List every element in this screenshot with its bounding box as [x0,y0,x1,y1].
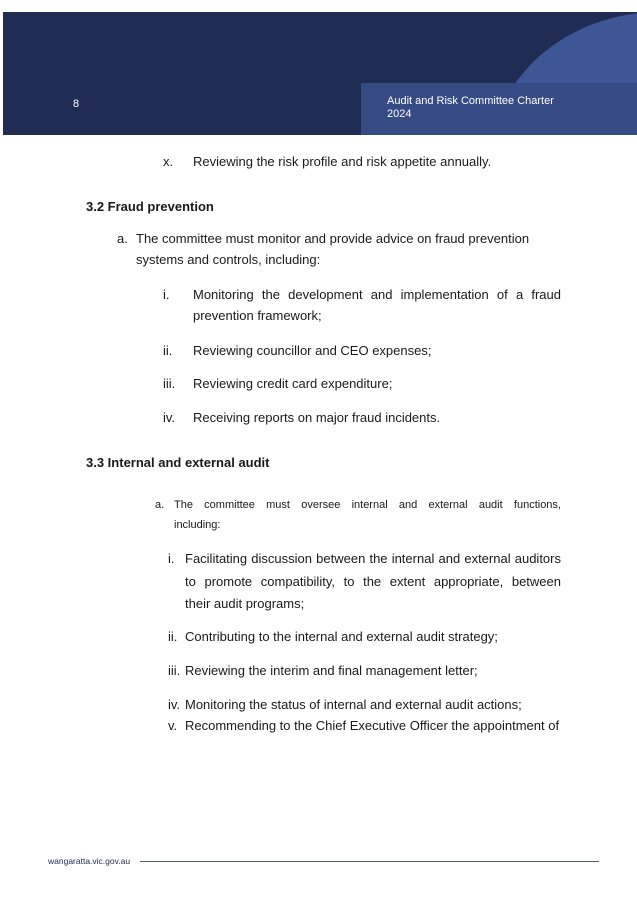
section-heading-3-2: 3.2 Fraud prevention [86,199,214,214]
list-marker-ii: ii. [163,343,173,358]
list-item-text: Monitoring the status of internal and external audit actions; [185,697,522,712]
footer-website-url: wangaratta.vic.gov.au [48,856,131,866]
list-marker-i: i. [168,551,175,566]
list-item-text: Reviewing credit card expenditure; [193,376,393,391]
list-item-text: Reviewing the interim and final management letter; [185,663,478,678]
list-marker-v: v. [168,718,178,733]
list-item-text: Reviewing the risk profile and risk appetite annually. [193,154,492,169]
list-item-text: their audit programs; [185,596,305,611]
list-marker-iii: iii. [168,663,181,678]
list-marker-ii: ii. [168,629,178,644]
section-heading-3-3: 3.3 Internal and external audit [86,455,270,470]
list-marker-x: x. [163,154,174,169]
list-item-text: systems and controls, including: [136,252,321,267]
document-title-line2: 2024 [387,108,412,120]
document-title-line1: Audit and Risk Committee Charter [387,95,554,107]
list-item-text: The committee must oversee internal and external audit functions, [174,499,561,511]
list-marker-iv: iv. [163,410,176,425]
list-item-text: Contributing to the internal and external audit strategy; [185,629,498,644]
list-item-text: to promote compatibility, to the extent appropriate, between [185,574,561,589]
footer-divider [140,861,599,862]
document-title [387,95,587,121]
list-item-text: Reviewing councillor and CEO expenses; [193,343,432,358]
list-item-text: Recommending to the Chief Executive Officer the appointment of [185,718,560,733]
list-marker-a: a. [117,231,128,246]
list-marker-iii: iii. [163,376,176,391]
list-item-text: Monitoring the development and implementation of a fraud [193,287,561,302]
list-marker-i: i. [163,287,170,302]
list-item-text: including: [174,519,221,531]
list-item-text: Facilitating discussion between the internal and external auditors [185,551,561,566]
page-number: 8 [73,98,80,110]
list-item-text: Receiving reports on major fraud incidents. [193,410,441,425]
list-item-text: prevention framework; [193,308,322,323]
list-marker-iv: iv. [168,697,181,712]
list-item-text: The committee must monitor and provide advice on fraud prevention [136,231,530,246]
list-marker-a: a. [155,499,165,511]
